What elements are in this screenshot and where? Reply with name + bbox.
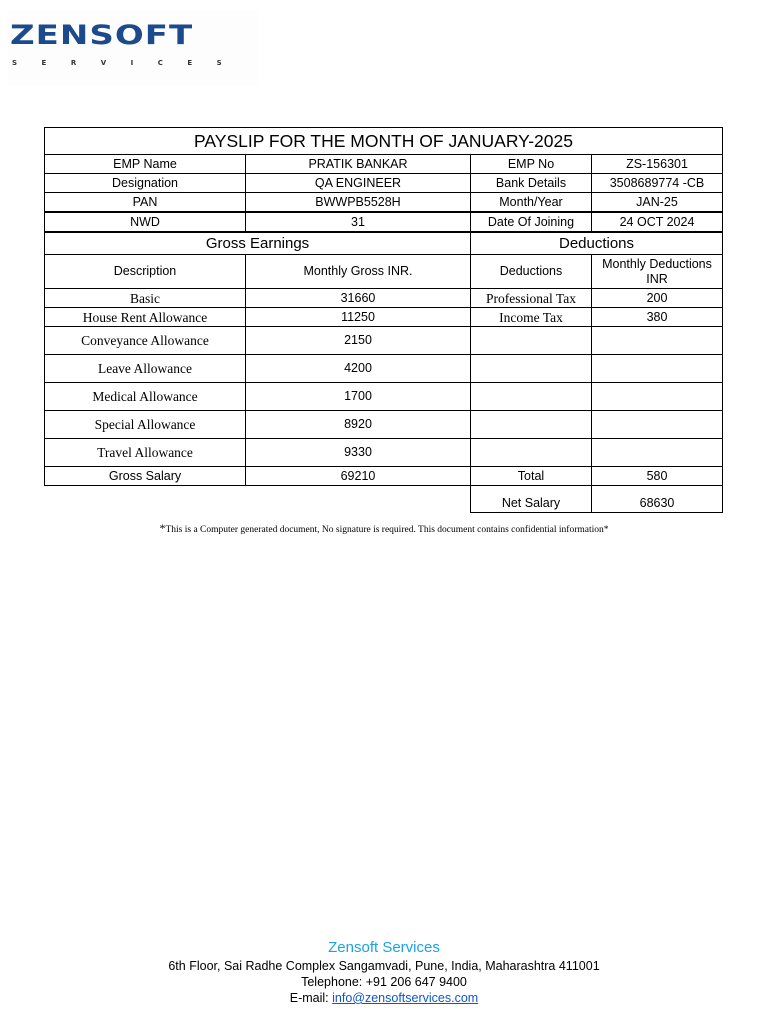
payslip-title: PAYSLIP FOR THE MONTH OF JANUARY-2025 (45, 128, 723, 155)
monthly-deductions-col-header: Monthly Deductions INR (592, 255, 723, 289)
deduction-name: Professional Tax (471, 289, 592, 308)
earning-name: Basic (45, 289, 246, 308)
deduction-name-empty (471, 411, 592, 439)
earning-name: Medical Allowance (45, 383, 246, 411)
emp-name-label: EMP Name (45, 155, 246, 174)
payslip-table (44, 127, 723, 513)
deduction-amount: 200 (592, 289, 723, 308)
footer-email-link[interactable]: info@zensoftservices.com (332, 991, 479, 1005)
bank-details-label: Bank Details (471, 174, 592, 193)
earning-name: Conveyance Allowance (45, 327, 246, 355)
logo-wordmark: ZENSOFT (10, 19, 194, 51)
earning-name: Travel Allowance (45, 439, 246, 467)
deduction-amount-empty (592, 327, 723, 355)
earning-name: Special Allowance (45, 411, 246, 439)
disclaimer-text: This is a Computer generated document, No signature is required. This document contains confidential information* (165, 525, 609, 535)
earning-amount: 31660 (246, 289, 471, 308)
emp-no-label: EMP No (471, 155, 592, 174)
earning-amount: 8920 (246, 411, 471, 439)
table-row (45, 383, 723, 411)
earning-amount: 2150 (246, 327, 471, 355)
gross-salary-value: 69210 (246, 467, 471, 486)
footer-email-line (0, 990, 768, 1006)
earning-amount: 11250 (246, 308, 471, 327)
deduction-name-empty (471, 327, 592, 355)
deduction-amount-empty (592, 383, 723, 411)
table-row (45, 327, 723, 355)
disclaimer-star: * (159, 521, 166, 535)
footer-address: 6th Floor, Sai Radhe Complex Sangamvadi, Pune, India, Maharashtra 411001 (168, 959, 600, 973)
table-row (45, 411, 723, 439)
net-salary-value: 68630 (592, 486, 723, 513)
deduction-amount-empty (592, 411, 723, 439)
month-year-value: JAN-25 (592, 193, 723, 213)
deduction-name-empty (471, 439, 592, 467)
deductions-col-header: Deductions (471, 255, 592, 289)
empty-cell (246, 486, 471, 513)
deduction-amount-empty (592, 355, 723, 383)
nwd-label: NWD (45, 212, 246, 232)
emp-name-value: PRATIK BANKAR (246, 155, 471, 174)
month-year-label: Month/Year (471, 193, 592, 213)
monthly-gross-col-header: Monthly Gross INR. (246, 255, 471, 289)
deduction-name-empty (471, 355, 592, 383)
earning-name: Leave Allowance (45, 355, 246, 383)
earning-amount: 1700 (246, 383, 471, 411)
date-of-joining-label: Date Of Joining (471, 212, 592, 232)
earning-amount: 9330 (246, 439, 471, 467)
earning-name: House Rent Allowance (45, 308, 246, 327)
nwd-value: 31 (246, 212, 471, 232)
footer-company: Zensoft Services (328, 939, 440, 956)
date-of-joining-value: 24 OCT 2024 (592, 212, 723, 232)
net-salary-label: Net Salary (471, 486, 592, 513)
empty-cell (45, 486, 246, 513)
pan-value: BWWPB5528H (246, 193, 471, 213)
company-logo (8, 10, 258, 86)
designation-value: QA ENGINEER (246, 174, 471, 193)
table-row (45, 439, 723, 467)
description-col-header: Description (45, 255, 246, 289)
gross-earnings-heading: Gross Earnings (45, 232, 471, 255)
earning-amount: 4200 (246, 355, 471, 383)
deduction-amount: 380 (592, 308, 723, 327)
designation-label: Designation (45, 174, 246, 193)
logo-subtitle: SERVICES (12, 59, 247, 67)
deduction-name-empty (471, 383, 592, 411)
footer-telephone: Telephone: +91 206 647 9400 (301, 975, 467, 989)
bank-details-value: 3508689774 -CB (592, 174, 723, 193)
total-value: 580 (592, 467, 723, 486)
emp-no-value: ZS-156301 (592, 155, 723, 174)
footer (0, 938, 768, 1006)
disclaimer-note (0, 521, 768, 536)
table-row (45, 289, 723, 308)
table-row (45, 355, 723, 383)
total-label: Total (471, 467, 592, 486)
deduction-amount-empty (592, 439, 723, 467)
footer-email-label: E-mail: (289, 991, 333, 1005)
pan-label: PAN (45, 193, 246, 213)
deductions-heading: Deductions (471, 232, 723, 255)
deduction-name: Income Tax (471, 308, 592, 327)
gross-salary-label: Gross Salary (45, 467, 246, 486)
table-row (45, 308, 723, 327)
